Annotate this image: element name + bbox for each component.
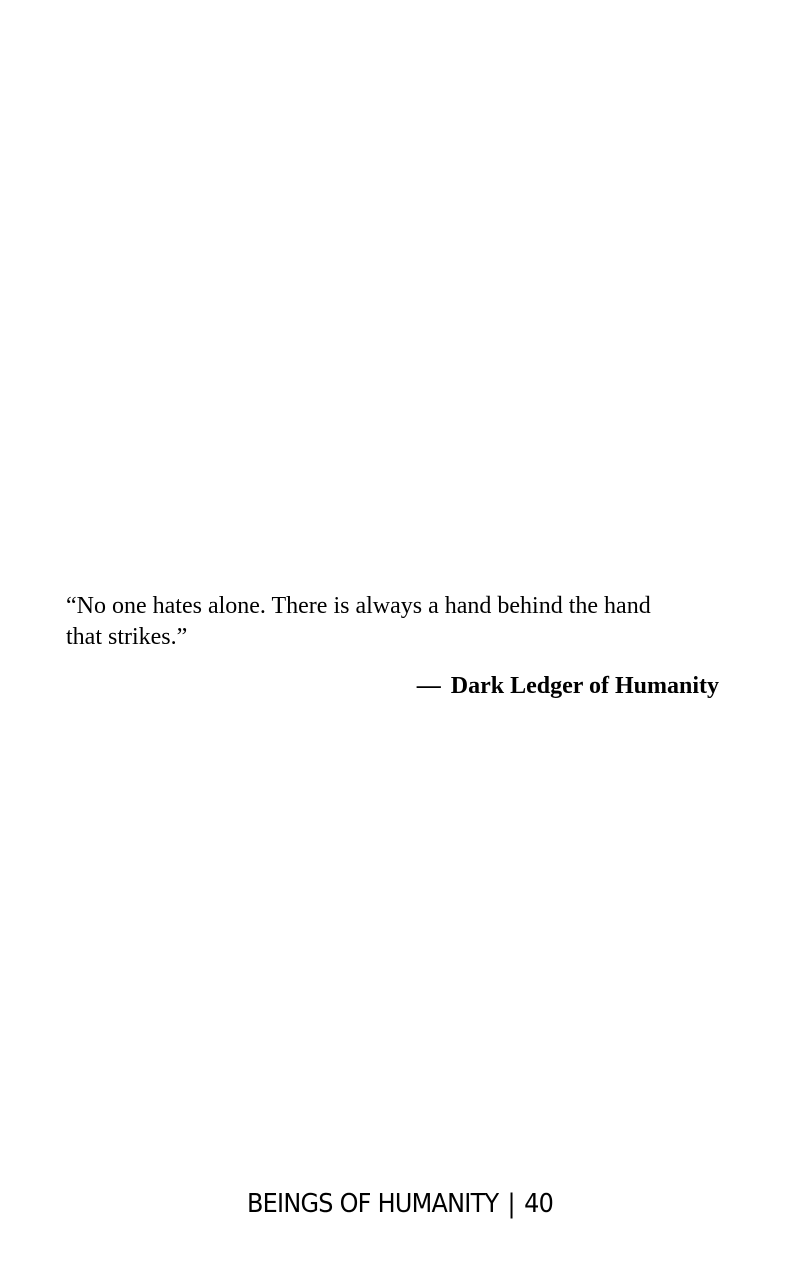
quote-text: [66, 591, 726, 653]
footer-book-title: BEINGS OF HUMANITY: [246, 1189, 499, 1219]
epigraph-quote: [66, 591, 726, 653]
page-number: 40: [524, 1189, 554, 1219]
footer-separator: |: [507, 1189, 515, 1219]
quote-line-2: that strikes.”: [66, 624, 188, 650]
quote-attribution: [66, 671, 719, 702]
quote-line-1: “No one hates alone. There is always a hand behind the hand: [66, 593, 651, 619]
attribution-source: Dark Ledger of Humanity: [450, 673, 719, 699]
page-footer: [32, 1186, 768, 1222]
attribution-dash: —: [416, 673, 441, 699]
